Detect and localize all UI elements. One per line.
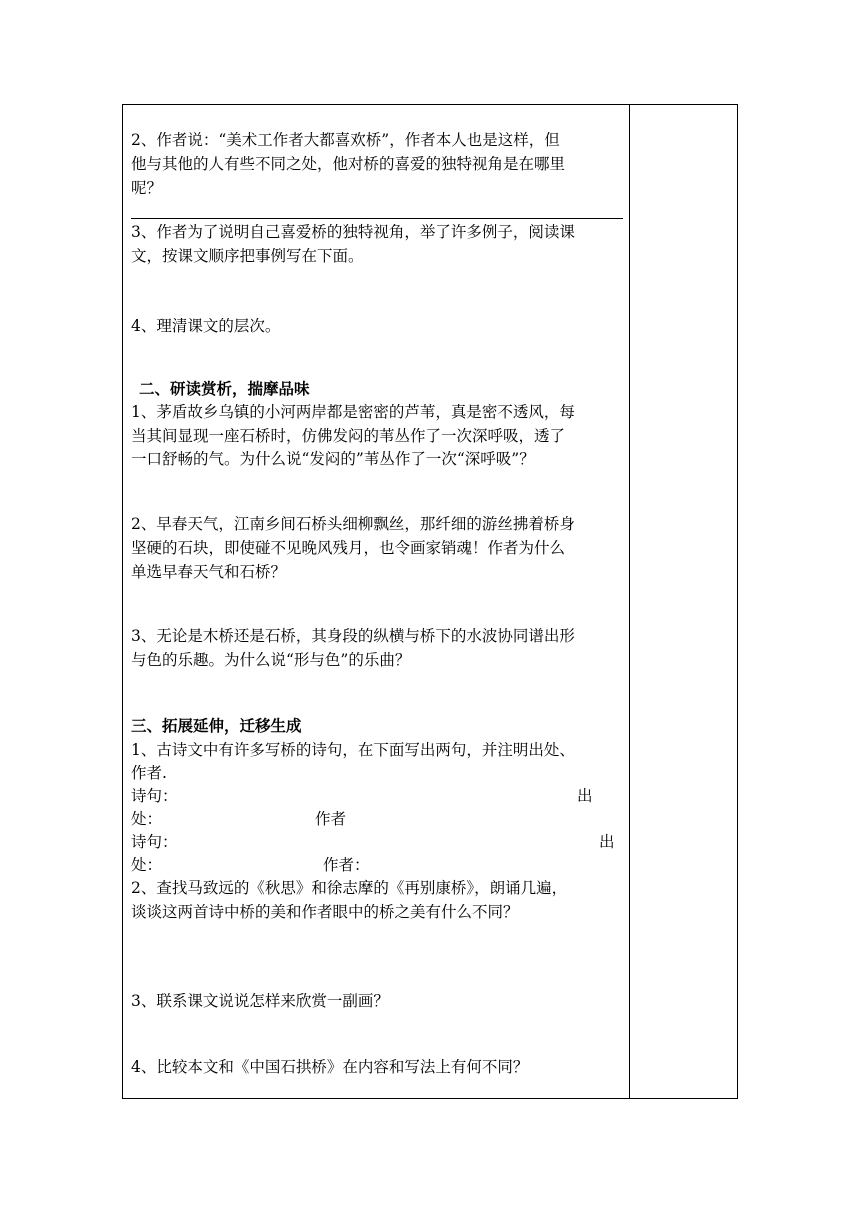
- column-divider: [629, 105, 630, 1098]
- s2-q1-line1: 1、茅盾故乡乌镇的小河两岸都是密密的芦苇，真是密不透风，每: [131, 403, 575, 421]
- section3-heading: 三、拓展延伸，迁移生成: [131, 716, 302, 735]
- section2-heading: 二、研读赏析，揣摩品味: [139, 379, 310, 398]
- s3-q4: 4、比较本文和《中国石拱桥》在内容和写法上有何不同？: [131, 1058, 529, 1076]
- poem2-author: 作者：: [323, 856, 370, 874]
- s3-q2-line2: 谈谈这两首诗中桥的美和作者眼中的桥之美有什么不同？: [131, 903, 519, 921]
- s1-q2-line3: 呢？: [131, 179, 163, 197]
- s2-q3-line2: 与色的乐趣。为什么说“形与色”的乐曲？: [131, 651, 411, 669]
- s3-q1-line2: 作者.: [131, 764, 167, 782]
- s2-q2-line3: 单选早春天气和石桥？: [131, 563, 287, 581]
- s1-q3-line2: 文，按课文顺序把事例写在下面。: [131, 247, 364, 265]
- s3-q1-line1: 1、古诗文中有许多写桥的诗句，在下面写出两句，并注明出处、: [131, 741, 575, 759]
- poem1-source-end: 处：: [131, 810, 163, 828]
- s1-q2-line2: 他与其他的人有些不同之处，他对桥的喜爱的独特视角是在哪里: [131, 155, 566, 173]
- s1-q3-line1: 3、作者为了说明自己喜爱桥的独特视角，举了许多例子，阅读课: [131, 223, 575, 241]
- s2-q1-line2: 当其间显现一座石桥时，仿佛发闷的苇丛作了一次深呼吸，透了: [131, 427, 566, 445]
- s1-q2-line1: 2、作者说：“美术工作者大都喜欢桥”，作者本人也是这样，但: [131, 131, 560, 149]
- s3-q2-line1: 2、查找马致远的《秋思》和徐志摩的《再别康桥》，朗诵几遍，: [131, 879, 568, 897]
- s2-q2-line2: 坚硬的石块，即使碰不见晚风残月，也令画家销魂！作者为什么: [131, 539, 566, 557]
- poem1-source-start: 出: [577, 787, 593, 805]
- poem2-source-start: 出: [599, 833, 615, 851]
- poem1-label: 诗句：: [131, 787, 178, 805]
- poem2-label: 诗句：: [131, 833, 178, 851]
- answer-underline: [131, 218, 623, 219]
- poem2-source-end: 处：: [131, 856, 163, 874]
- poem1-author: 作者: [315, 810, 347, 828]
- s3-q3: 3、联系课文说说怎样来欣赏一副画？: [131, 992, 389, 1010]
- s2-q2-line1: 2、早春天气，江南乡间石桥头细柳飘丝，那纤细的游丝拂着桥身: [131, 515, 575, 533]
- worksheet-table: [122, 104, 738, 1099]
- s2-q1-line3: 一口舒畅的气。为什么说“发闷的”苇丛作了一次“深呼吸”？: [131, 450, 535, 468]
- s1-q4: 4、理清课文的层次。: [131, 317, 281, 335]
- s2-q3-line1: 3、无论是木桥还是石桥，其身段的纵横与桥下的水波协同谱出形: [131, 627, 575, 645]
